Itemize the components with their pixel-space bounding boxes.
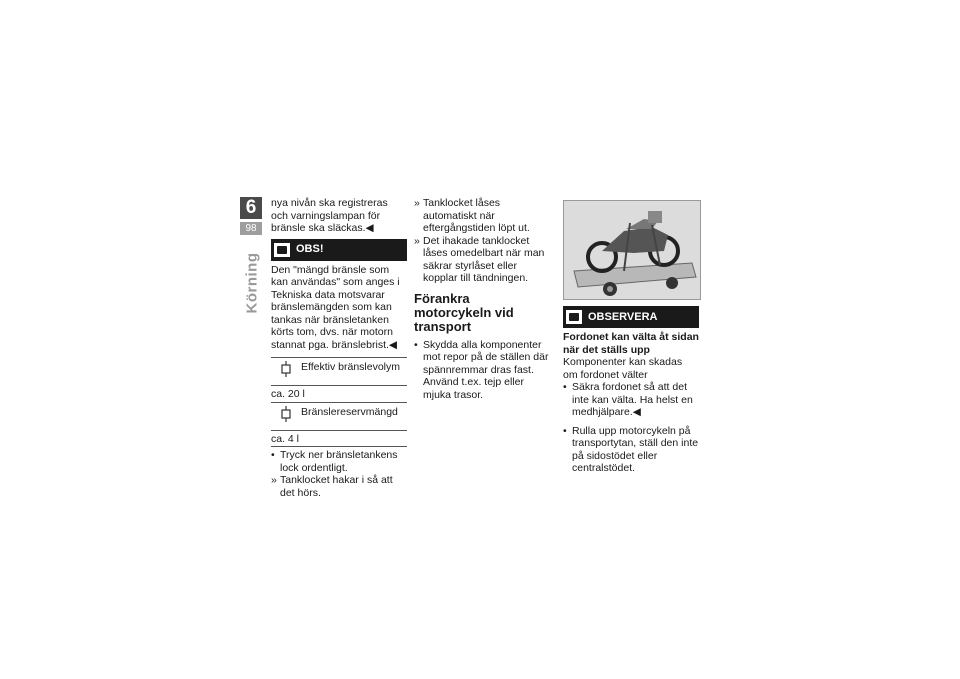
bullet-text: Säkra fordonet så att det inte kan välta. Ha helst en medhjälpare.◀ — [572, 381, 693, 418]
chapter-title-vertical — [243, 248, 261, 318]
spec-row-header — [271, 403, 407, 431]
warning-hand-icon — [274, 243, 290, 257]
bullet-text: Skydda alla komponenter mot repor på de ställen där spännremmar dras fast. Använd t.ex. tejp eller mjuka trasor. — [423, 338, 549, 401]
bullet-marker: • — [414, 338, 418, 351]
bullet-marker: • — [271, 449, 275, 461]
motorcycle-illustration — [564, 201, 700, 299]
step-text: Tanklocket hakar i så att det hörs. — [280, 474, 393, 499]
motorcycle-on-trailer-photo — [563, 200, 701, 300]
warning-text: Komponenter kan skadas om fordonet välter — [563, 356, 683, 381]
spec-label: Effektiv bränslevolym — [301, 361, 401, 373]
obs-banner — [271, 239, 407, 261]
obs-text: Den "mängd bränsle som kan användas" som anges i Tekniska data motsvarar bränslemängden som kan tankas när bränsletanken körts tom, dvs. när motorn stannat pga. bränslebrist.◀ — [271, 263, 400, 351]
list-item — [271, 474, 407, 499]
bullet-text: Rulla upp motorcykeln på transportytan, ställ den inte på sidostödet eller centralstödet. — [572, 424, 699, 474]
list-item — [414, 235, 550, 285]
observera-label: OBSERVERA — [588, 310, 658, 323]
list-item — [271, 449, 407, 474]
spec-row-header — [271, 358, 407, 386]
list-item — [414, 339, 550, 402]
spec-value: ca. 4 l — [271, 432, 300, 445]
chapter-number: 6 — [240, 197, 262, 219]
column-3 — [563, 200, 699, 475]
step-text: Det ihakade tanklocket låses omedelbart när man säkrar styrlåset eller kopplar till tändningen. — [423, 234, 545, 284]
spec-label: Bränslereservmängd — [301, 405, 398, 418]
bullet-marker: • — [563, 424, 567, 437]
warning-title: Fordonet kan välta åt sidan när det ställs upp — [563, 331, 699, 356]
column-2 — [414, 197, 550, 401]
fuel-spec-icon — [277, 361, 295, 377]
intro-text: nya nivån ska registreras och varningslampan för bränsle ska släckas.◀ — [271, 197, 388, 234]
warning-hand-icon — [566, 310, 582, 324]
step-text: Tryck ner bränsletankens lock ordentligt. — [280, 449, 398, 474]
list-item — [563, 425, 699, 475]
result-marker: » — [414, 197, 420, 209]
result-marker: » — [414, 234, 420, 247]
chapter-title: Körning — [243, 252, 261, 314]
section-heading: Förankra motorcykeln vid transport — [414, 290, 514, 334]
spec-value: ca. 20 l — [271, 388, 305, 400]
result-marker: » — [271, 474, 277, 486]
list-item — [414, 197, 550, 235]
obs-label: OBS! — [296, 243, 324, 256]
step-text: Tanklocket låses automatiskt när eftergångstiden löpt ut. — [423, 197, 530, 234]
column-1 — [271, 197, 407, 499]
bullet-marker: • — [563, 381, 567, 393]
fuel-reserve-icon — [277, 406, 295, 422]
page-number: 98 — [240, 222, 262, 235]
observera-banner — [563, 306, 699, 328]
spec-table — [271, 357, 407, 447]
list-item — [563, 381, 699, 419]
